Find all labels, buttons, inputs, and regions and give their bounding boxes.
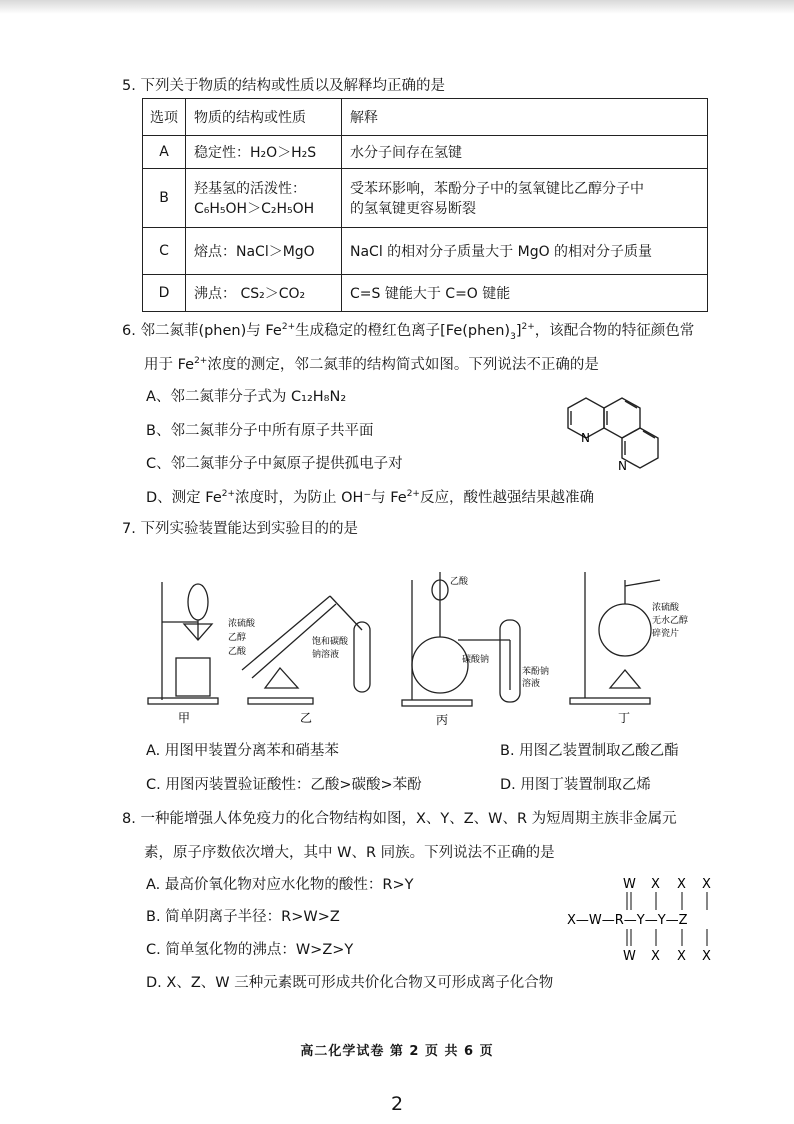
- label-text: 乙酸: [228, 647, 247, 657]
- fig-label-jia: 甲: [178, 711, 191, 725]
- charge-superscript: 2+: [281, 322, 296, 333]
- row-property: 熔点：NaCl＞MgO: [186, 228, 342, 275]
- q7-option-d: D. 用图丁装置制取乙烯: [500, 777, 651, 793]
- apparatus-figures: [140, 560, 689, 735]
- atom-label: X: [677, 949, 686, 964]
- label-text: 碎瓷片: [652, 629, 680, 639]
- table-row: [143, 136, 708, 169]
- atom-label: W: [623, 949, 636, 964]
- q7-option-b: B. 用图乙装置制取乙酸乙酯: [500, 743, 679, 759]
- atom-label: X: [702, 877, 711, 892]
- charge-superscript: 2+: [194, 356, 208, 367]
- fig-label-yi: 乙: [300, 711, 313, 725]
- label-text: 乙醇: [228, 633, 247, 643]
- row-property-line2: C₆H₅OH＞C₂H₅OH: [194, 201, 315, 217]
- row-property: [186, 169, 342, 228]
- row-property: 稳定性：H₂O＞H₂S: [186, 136, 342, 169]
- fig-label-bing: 丙: [436, 713, 449, 727]
- nitrogen-atom: N: [618, 459, 627, 473]
- row-explanation: NaCl 的相对分子质量大于 MgO 的相对分子质量: [342, 228, 708, 275]
- row-option: A: [143, 136, 186, 169]
- q6-text: 反应，酸性越强结果越准确: [419, 490, 594, 506]
- q6-text: 浓度时，为防止 OH⁻与 Fe: [235, 490, 407, 506]
- scan-edge: [0, 0, 794, 14]
- table-row: [143, 275, 708, 312]
- q6-text: ，该配合物的特征颜色常: [534, 323, 695, 339]
- q6-text: ]: [515, 323, 522, 339]
- atom-label: X: [651, 877, 660, 892]
- q8-option-d: D. X、Z、W 三种元素既可形成共价化合物又可形成离子化合物: [146, 975, 554, 991]
- q6-option-c: C、邻二氮菲分子中氮原子提供孤电子对: [146, 456, 403, 472]
- q6-text: 用于 Fe: [144, 357, 195, 373]
- row-option: B: [143, 169, 186, 228]
- header-explanation: 解释: [342, 99, 708, 136]
- row-property-line1: 羟基氢的活泼性：: [194, 181, 306, 197]
- q5-table: [142, 98, 708, 312]
- phenanthroline-structure: [548, 380, 688, 490]
- page-number: 2: [390, 1093, 404, 1115]
- q8-option-a: A. 最高价氧化物对应水化物的酸性：R>Y: [146, 877, 414, 893]
- q6-option-d: [146, 488, 594, 508]
- label-text: 无水乙醇: [652, 616, 689, 626]
- table-row: [143, 228, 708, 275]
- q6-option-a: A、邻二氮菲分子式为 C₁₂H₈N₂: [146, 389, 347, 405]
- atom-label: X: [651, 949, 660, 964]
- label-text: 苯酚钠: [522, 667, 550, 677]
- row-explanation: C=S 键能大于 C=O 键能: [342, 275, 708, 312]
- q8-option-c: C. 简单氢化物的沸点：W>Z>Y: [146, 942, 354, 958]
- subscript: 3: [510, 331, 516, 342]
- q6-stem-line2: [144, 355, 599, 375]
- label-text: 碳酸钠: [462, 655, 490, 665]
- header-property: 物质的结构或性质: [186, 99, 342, 136]
- q8-stem-line2: 素，原子序数依次增大，其中 W、R 同族。下列说法不正确的是: [144, 845, 555, 861]
- label-text: 溶液: [522, 679, 541, 689]
- q6-text: 生成稳定的橙红色离子[Fe(phen): [295, 323, 511, 339]
- label-text: 乙酸: [450, 577, 469, 587]
- label-text: 饱和碳酸: [312, 637, 349, 647]
- charge-superscript: 2+: [406, 489, 420, 500]
- q7-option-a: A. 用图甲装置分离苯和硝基苯: [146, 743, 339, 759]
- row-explanation-line2: 的氢氧键更容易断裂: [350, 201, 476, 217]
- q8-stem-line1: 8. 一种能增强人体免疫力的化合物结构如图，X、Y、Z、W、R 为短周期主族非金属元: [122, 811, 677, 827]
- q6-option-b: B、邻二氮菲分子中所有原子共平面: [146, 423, 374, 439]
- row-property: 沸点： CS₂＞CO₂: [186, 275, 342, 312]
- atom-label: X: [702, 949, 711, 964]
- atom-label: W: [623, 877, 636, 892]
- q6-text: D、测定 Fe: [146, 490, 222, 506]
- q7-stem: 7. 下列实验装置能达到实验目的的是: [122, 521, 358, 537]
- row-explanation: [342, 169, 708, 228]
- q6-text: 6. 邻二氮菲(phen)与 Fe: [122, 323, 282, 339]
- q6-text: 浓度的测定，邻二氮菲的结构简式如图。下列说法不正确的是: [207, 357, 599, 373]
- charge-superscript: 2+: [521, 322, 535, 333]
- charge-superscript: 2+: [221, 489, 236, 500]
- label-text: 浓硫酸: [652, 603, 680, 613]
- atom-label: X: [677, 877, 686, 892]
- chain-label: X—W—R—Y—Y—Z: [567, 913, 688, 928]
- row-explanation-line1: 受苯环影响，苯酚分子中的氢氧键比乙醇分子中: [350, 181, 644, 197]
- label-text: 浓硫酸: [228, 619, 256, 629]
- row-option: D: [143, 275, 186, 312]
- fig-label-ding: 丁: [618, 711, 631, 725]
- q5-stem: 5. 下列关于物质的结构或性质以及解释均正确的是: [122, 78, 445, 94]
- q6-stem-line1: [122, 321, 694, 341]
- q7-option-c: C. 用图丙装置验证酸性：乙酸>碳酸>苯酚: [146, 777, 422, 793]
- table-header-row: [143, 99, 708, 136]
- table-row: [143, 169, 708, 228]
- nitrogen-atom: N: [581, 431, 590, 445]
- label-text: 钠溶液: [312, 650, 340, 660]
- compound-structure: [565, 872, 725, 964]
- header-option: 选项: [143, 99, 186, 136]
- q8-option-b: B. 简单阴离子半径：R>W>Z: [146, 909, 340, 925]
- row-option: C: [143, 228, 186, 275]
- row-explanation: 水分子间存在氢键: [342, 136, 708, 169]
- page-footer: 高二化学试卷 第 2 页 共 6 页: [300, 1044, 494, 1059]
